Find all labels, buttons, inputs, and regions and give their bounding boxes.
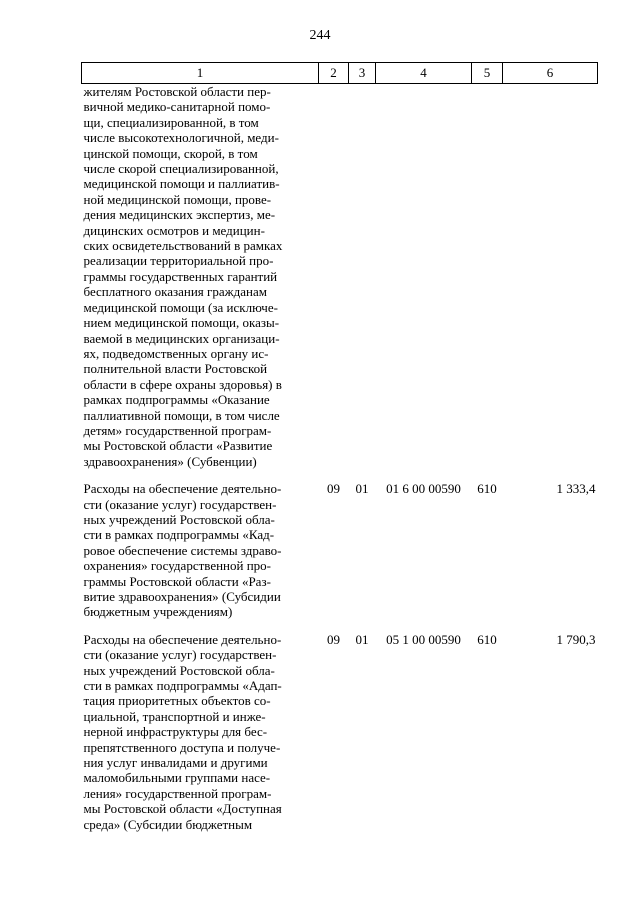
description-line: среда» (Субсидии бюджетным — [83, 816, 253, 832]
expense-type-code: 610 — [477, 631, 497, 647]
amount-value: 1 333,4 — [556, 481, 596, 497]
description-line: области в сфере охраны здоровья) в — [83, 376, 282, 392]
table-row — [82, 481, 598, 620]
column-header-2: 2 — [319, 63, 349, 84]
description-line: тация приоритетных объектов со- — [83, 693, 271, 709]
target-article-code — [376, 84, 472, 470]
description-line: сти в рамках подпрограммы «Адап- — [83, 678, 282, 694]
row-description — [82, 84, 319, 470]
description-line: сти в рамках подпрограммы «Кад- — [83, 527, 275, 543]
page-number: 244 — [309, 28, 331, 43]
expense-type-code — [472, 84, 503, 470]
section-code: 09 — [327, 481, 340, 497]
row-description — [82, 481, 319, 620]
description-line: нием медицинской помощи, оказы- — [83, 315, 280, 331]
description-line: мы Ростовской области «Развитие — [83, 438, 273, 454]
row-spacer — [82, 469, 598, 481]
target-article-code: 01 6 00 00590 — [386, 481, 461, 497]
target-article-code: 05 1 00 00590 — [386, 631, 461, 647]
description-line: ных учреждений Ростовской обла- — [83, 662, 275, 678]
subsection-code: 01 — [355, 481, 369, 497]
table-header-row — [82, 63, 598, 84]
description-line: числе скорой специализированной, — [83, 161, 279, 177]
column-header-4: 4 — [376, 63, 472, 84]
amount-value — [503, 84, 598, 470]
description-line: дицинских осмотров и медицин- — [83, 222, 265, 238]
description-line: бюджетным учреждениям) — [83, 604, 233, 620]
table-body — [82, 84, 598, 833]
column-header-3: 3 — [349, 63, 376, 84]
description-line: числе высокотехнологичной, меди- — [83, 130, 279, 146]
description-line: здравоохранения» (Субвенции) — [83, 453, 257, 469]
section-code — [319, 84, 349, 470]
column-header-5: 5 — [472, 63, 503, 84]
description-line: реализации территориальной про- — [83, 253, 274, 269]
description-line: витие здравоохранения» (Субсидии — [83, 589, 281, 604]
description-line: нерной инфраструктуры для бес- — [83, 724, 268, 740]
description-line: бесплатного оказания гражданам — [83, 284, 267, 300]
description-line: полнительной власти Ростовской — [83, 361, 268, 377]
table-row — [82, 632, 598, 832]
subsection-code — [349, 84, 376, 470]
description-line: ния услуг инвалидами и другими — [83, 755, 268, 771]
description-line: медицинской помощи (за исключе- — [83, 299, 278, 315]
description-line: сти (оказание услуг) государствен- — [83, 647, 277, 663]
expense-type-code: 610 — [477, 481, 497, 497]
description-line: Расходы на обеспечение деятельно- — [83, 481, 282, 497]
description-line: граммы Ростовской области «Раз- — [83, 573, 271, 589]
budget-table — [81, 62, 598, 832]
description-line: Расходы на обеспечение деятельно- — [83, 631, 282, 647]
description-line: ях, подведомственных органу ис- — [83, 345, 269, 361]
description-line: ских освидетельствований в рамках — [83, 238, 283, 254]
description-line: ваемой в медицинских организаци- — [83, 330, 280, 346]
description-line: жителям Ростовской области пер- — [83, 84, 271, 99]
row-spacer — [82, 620, 598, 632]
description-line: мы Ростовской области «Доступная — [83, 801, 282, 817]
description-line: рамках подпрограммы «Оказание — [83, 392, 270, 408]
column-header-6: 6 — [503, 63, 598, 84]
section-code: 09 — [327, 631, 340, 647]
description-line: охранения» государственной про- — [83, 558, 272, 574]
description-line: детям» государственной програм- — [83, 422, 272, 438]
description-line: ления» государственной програм- — [83, 785, 272, 801]
description-line: цинской помощи, скорой, в том — [83, 145, 258, 161]
description-line: граммы государственных гарантий — [83, 268, 278, 284]
description-line: ных учреждений Ростовской обла- — [83, 511, 275, 527]
amount-value: 1 790,3 — [556, 631, 596, 647]
description-line: циальной, транспортной и инже- — [83, 708, 266, 724]
description-line: медицинской помощи и паллиатив- — [83, 176, 280, 192]
column-header-1: 1 — [82, 63, 319, 84]
row-description — [82, 632, 319, 832]
description-line: препятственного доступа и получе- — [83, 739, 281, 755]
description-line: паллиативной помощи, в том числе — [83, 407, 280, 423]
description-line: маломобильными группами насе- — [83, 770, 271, 786]
table-row — [82, 84, 598, 470]
description-line: ровое обеспечение системы здраво- — [83, 542, 282, 558]
description-line: вичной медико-санитарной помо- — [83, 99, 271, 115]
description-line: щи, специализированной, в том — [83, 114, 259, 130]
subsection-code: 01 — [355, 631, 369, 647]
description-line: дения медицинских экспертиз, ме- — [83, 207, 276, 223]
description-line: сти (оказание услуг) государствен- — [83, 496, 277, 512]
description-line: ной медицинской помощи, прове- — [83, 191, 272, 207]
